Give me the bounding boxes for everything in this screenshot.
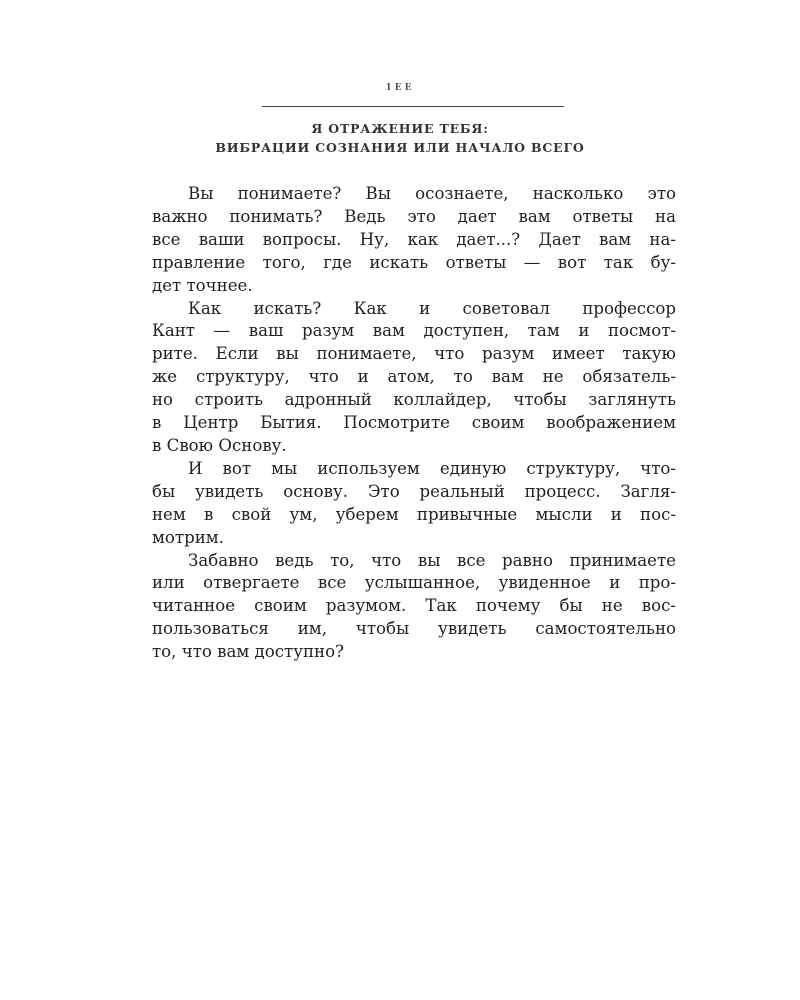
- paragraph-line: Кант — ваш разум вам доступен, там и посмот-: [152, 321, 676, 341]
- running-title-line: ВИБРАЦИИ СОЗНАНИЯ ИЛИ НАЧАЛО ВСЕГО: [215, 140, 585, 155]
- paragraph-line: важно понимать? Ведь это дает вам ответы на: [152, 206, 676, 226]
- paragraph-line: же структуру, что и атом, то вам не обязатель-: [152, 367, 676, 387]
- paragraph-line: Как искать? Как и советовал профессор: [188, 298, 676, 318]
- paragraph-line: дет точнее.: [152, 275, 253, 295]
- paragraph-line: рите. Если вы понимаете, что разум имеет такую: [152, 344, 676, 364]
- running-title-line: Я ОТРАЖЕНИЕ ТЕБЯ:: [311, 121, 489, 136]
- paragraph-line: все ваши вопросы. Ну, как дает...? Дает вам на-: [152, 229, 676, 249]
- header-rule: [262, 106, 564, 107]
- paragraph-line: мотрим.: [152, 527, 224, 547]
- running-title: [0, 119, 800, 157]
- paragraph-line: в Центр Бытия. Посмотрите своим воображением: [152, 413, 676, 433]
- paragraph-line: Вы понимаете? Вы осознаете, насколько это: [188, 184, 676, 203]
- paragraph-line: И вот мы используем единую структуру, что-: [188, 458, 676, 478]
- paragraph-line: пользоваться им, чтобы увидеть самостоятельно: [152, 619, 676, 639]
- paragraph-line: правление того, где искать ответы — вот так бу-: [152, 252, 676, 272]
- paragraph-line: или отвергаете все услышанное, увиденное и про-: [152, 573, 676, 593]
- body-text: [152, 183, 676, 664]
- paragraph-line: нем в свой ум, уберем привычные мысли и пос-: [152, 504, 676, 524]
- paragraph-line: Забавно ведь то, что вы все равно принимаете: [188, 550, 676, 570]
- paragraph-line: то, что вам доступно?: [152, 642, 345, 662]
- paragraph-line: в Свою Основу.: [152, 435, 287, 455]
- paragraph-line: бы увидеть основу. Это реальный процесс. Загля-: [152, 481, 676, 501]
- paragraph-line: читанное своим разумом. Так почему бы не вос-: [152, 596, 676, 616]
- paragraph-line: но строить адронный коллайдер, чтобы заглянуть: [152, 390, 676, 410]
- page-number: 1EE: [385, 83, 415, 93]
